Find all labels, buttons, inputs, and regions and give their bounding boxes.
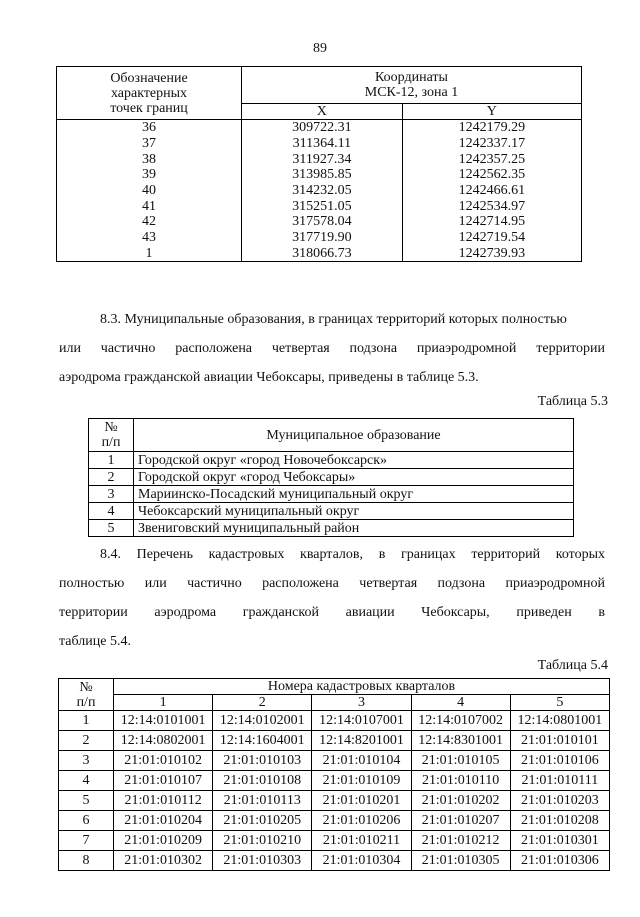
municipality-header: Муниципальное образование xyxy=(134,419,574,452)
cadastral-number: 21:01:010210 xyxy=(213,831,312,851)
table-row xyxy=(59,831,610,851)
cadastral-number: 21:01:010104 xyxy=(312,751,411,771)
table-row xyxy=(59,771,610,791)
cadastral-number: 21:01:010112 xyxy=(114,791,213,811)
table-row xyxy=(57,167,582,183)
cadastral-number: 21:01:010212 xyxy=(411,831,510,851)
coord-y: 1242534.97 xyxy=(402,198,581,214)
cadastral-number: 21:01:010303 xyxy=(213,851,312,871)
coord-y: 1242719.54 xyxy=(402,230,581,246)
row-number: 2 xyxy=(89,469,134,486)
cadastral-number: 12:14:0107001 xyxy=(312,711,411,731)
table-row xyxy=(57,198,582,214)
coord-y: 1242714.95 xyxy=(402,214,581,230)
number-header: № п/п xyxy=(59,679,114,711)
row-number: 8 xyxy=(59,851,114,871)
cadastral-number: 21:01:010105 xyxy=(411,751,510,771)
point-id: 43 xyxy=(57,230,242,246)
column-x-header: X xyxy=(242,104,403,120)
coord-x: 314232.05 xyxy=(242,183,403,199)
table-row xyxy=(59,811,610,831)
cadastral-number: 21:01:010205 xyxy=(213,811,312,831)
cadastral-quarters-table xyxy=(58,678,610,871)
table-5-4-caption: Таблица 5.4 xyxy=(537,658,608,673)
cadastral-number: 21:01:010107 xyxy=(114,771,213,791)
points-header: Обозначение характерных точек границ xyxy=(57,67,242,120)
cadastral-number: 12:14:0101001 xyxy=(114,711,213,731)
coord-x: 317719.90 xyxy=(242,230,403,246)
point-id: 40 xyxy=(57,183,242,199)
table-row xyxy=(59,791,610,811)
coord-y: 1242337.17 xyxy=(402,136,581,152)
table-row xyxy=(59,751,610,771)
cadastral-number: 21:01:010101 xyxy=(510,731,609,751)
table-row xyxy=(89,486,574,503)
row-number: 7 xyxy=(59,831,114,851)
municipality-name: Городской округ «город Новочебоксарск» xyxy=(134,452,574,469)
table-row xyxy=(57,246,582,262)
table-row xyxy=(59,731,610,751)
coord-x: 309722.31 xyxy=(242,120,403,136)
cadastral-number: 12:14:8301001 xyxy=(411,731,510,751)
page-number: 89 xyxy=(313,41,327,56)
cadastral-number: 21:01:010306 xyxy=(510,851,609,871)
number-header: № п/п xyxy=(89,419,134,452)
column-header: 2 xyxy=(213,695,312,711)
coord-y: 1242357.25 xyxy=(402,151,581,167)
cadastral-number: 12:14:0802001 xyxy=(114,731,213,751)
column-y-header: Y xyxy=(402,104,581,120)
municipality-name: Городской округ «город Чебоксары» xyxy=(134,469,574,486)
coord-y: 1242179.29 xyxy=(402,120,581,136)
table-row xyxy=(59,851,610,871)
row-number: 2 xyxy=(59,731,114,751)
cadastral-number: 21:01:010302 xyxy=(114,851,213,871)
table-row xyxy=(57,136,582,152)
coord-x: 313985.85 xyxy=(242,167,403,183)
coord-y: 1242466.61 xyxy=(402,183,581,199)
column-header: 3 xyxy=(312,695,411,711)
table-row xyxy=(89,503,574,520)
row-number: 6 xyxy=(59,811,114,831)
cadastral-number: 21:01:010201 xyxy=(312,791,411,811)
point-id: 41 xyxy=(57,198,242,214)
table-row xyxy=(59,711,610,731)
column-header: 1 xyxy=(114,695,213,711)
cadastral-number: 21:01:010207 xyxy=(411,811,510,831)
table-5-3-caption: Таблица 5.3 xyxy=(537,394,608,409)
cadastral-number: 21:01:010108 xyxy=(213,771,312,791)
municipality-name: Звениговский муниципальный район xyxy=(134,520,574,537)
cadastral-number: 21:01:010106 xyxy=(510,751,609,771)
cadastral-number: 21:01:010113 xyxy=(213,791,312,811)
cadastral-number: 21:01:010109 xyxy=(312,771,411,791)
cadastral-number: 12:14:8201001 xyxy=(312,731,411,751)
coord-x: 315251.05 xyxy=(242,198,403,214)
cadastral-number: 12:14:0102001 xyxy=(213,711,312,731)
paragraph-8-3: 8.3. Муниципальные образования, в границах территорий которых полностью или частично расположена четвертая подзона приаэродромной территории аэродрома гражданской авиации Чебоксары, приведены в таблице 5.3. xyxy=(59,312,605,385)
cadastral-number: 21:01:010206 xyxy=(312,811,411,831)
point-id: 1 xyxy=(57,246,242,262)
cadastral-number: 12:14:0801001 xyxy=(510,711,609,731)
cadastral-number: 21:01:010110 xyxy=(411,771,510,791)
point-id: 36 xyxy=(57,120,242,136)
row-number: 5 xyxy=(59,791,114,811)
coord-x: 311364.11 xyxy=(242,136,403,152)
table-row xyxy=(57,183,582,199)
coord-x: 311927.34 xyxy=(242,151,403,167)
municipalities-table xyxy=(88,418,574,537)
table-row xyxy=(89,469,574,486)
municipality-name: Мариинско-Посадский муниципальный округ xyxy=(134,486,574,503)
cadastral-number: 12:14:0107002 xyxy=(411,711,510,731)
cadastral-number: 21:01:010103 xyxy=(213,751,312,771)
cadastral-number: 21:01:010211 xyxy=(312,831,411,851)
row-number: 1 xyxy=(59,711,114,731)
row-number: 3 xyxy=(89,486,134,503)
table-row xyxy=(57,214,582,230)
point-id: 42 xyxy=(57,214,242,230)
table-row xyxy=(57,151,582,167)
point-id: 39 xyxy=(57,167,242,183)
row-number: 4 xyxy=(59,771,114,791)
coord-x: 317578.04 xyxy=(242,214,403,230)
coordinates-table xyxy=(56,66,582,262)
cadastral-number: 21:01:010102 xyxy=(114,751,213,771)
cadastral-number: 21:01:010204 xyxy=(114,811,213,831)
cadastral-number: 21:01:010305 xyxy=(411,851,510,871)
point-id: 37 xyxy=(57,136,242,152)
coordinates-header: Координаты МСК-12, зона 1 xyxy=(242,67,582,104)
cadastral-number: 12:14:1604001 xyxy=(213,731,312,751)
table-row xyxy=(57,230,582,246)
cadastral-number: 21:01:010301 xyxy=(510,831,609,851)
coord-y: 1242562.35 xyxy=(402,167,581,183)
row-number: 5 xyxy=(89,520,134,537)
point-id: 38 xyxy=(57,151,242,167)
paragraph-8-4: 8.4. Перечень кадастровых кварталов, в границах территорий которых полностью или частично расположена четвертая подзона приаэродромной территории аэродрома гражданской авиации Чебоксары, приведен в таблице 5.4. xyxy=(59,547,605,649)
municipality-name: Чебоксарский муниципальный округ xyxy=(134,503,574,520)
coord-x: 318066.73 xyxy=(242,246,403,262)
cadastral-number: 21:01:010203 xyxy=(510,791,609,811)
row-number: 3 xyxy=(59,751,114,771)
cadastral-number: 21:01:010202 xyxy=(411,791,510,811)
cadastral-number: 21:01:010209 xyxy=(114,831,213,851)
table-row xyxy=(89,520,574,537)
table-row xyxy=(57,120,582,136)
coord-y: 1242739.93 xyxy=(402,246,581,262)
column-header: 4 xyxy=(411,695,510,711)
cadastral-number: 21:01:010208 xyxy=(510,811,609,831)
column-header: 5 xyxy=(510,695,609,711)
cadastral-number: 21:01:010111 xyxy=(510,771,609,791)
row-number: 4 xyxy=(89,503,134,520)
cadastral-numbers-header: Номера кадастровых кварталов xyxy=(114,679,610,695)
table-row xyxy=(89,452,574,469)
cadastral-number: 21:01:010304 xyxy=(312,851,411,871)
row-number: 1 xyxy=(89,452,134,469)
